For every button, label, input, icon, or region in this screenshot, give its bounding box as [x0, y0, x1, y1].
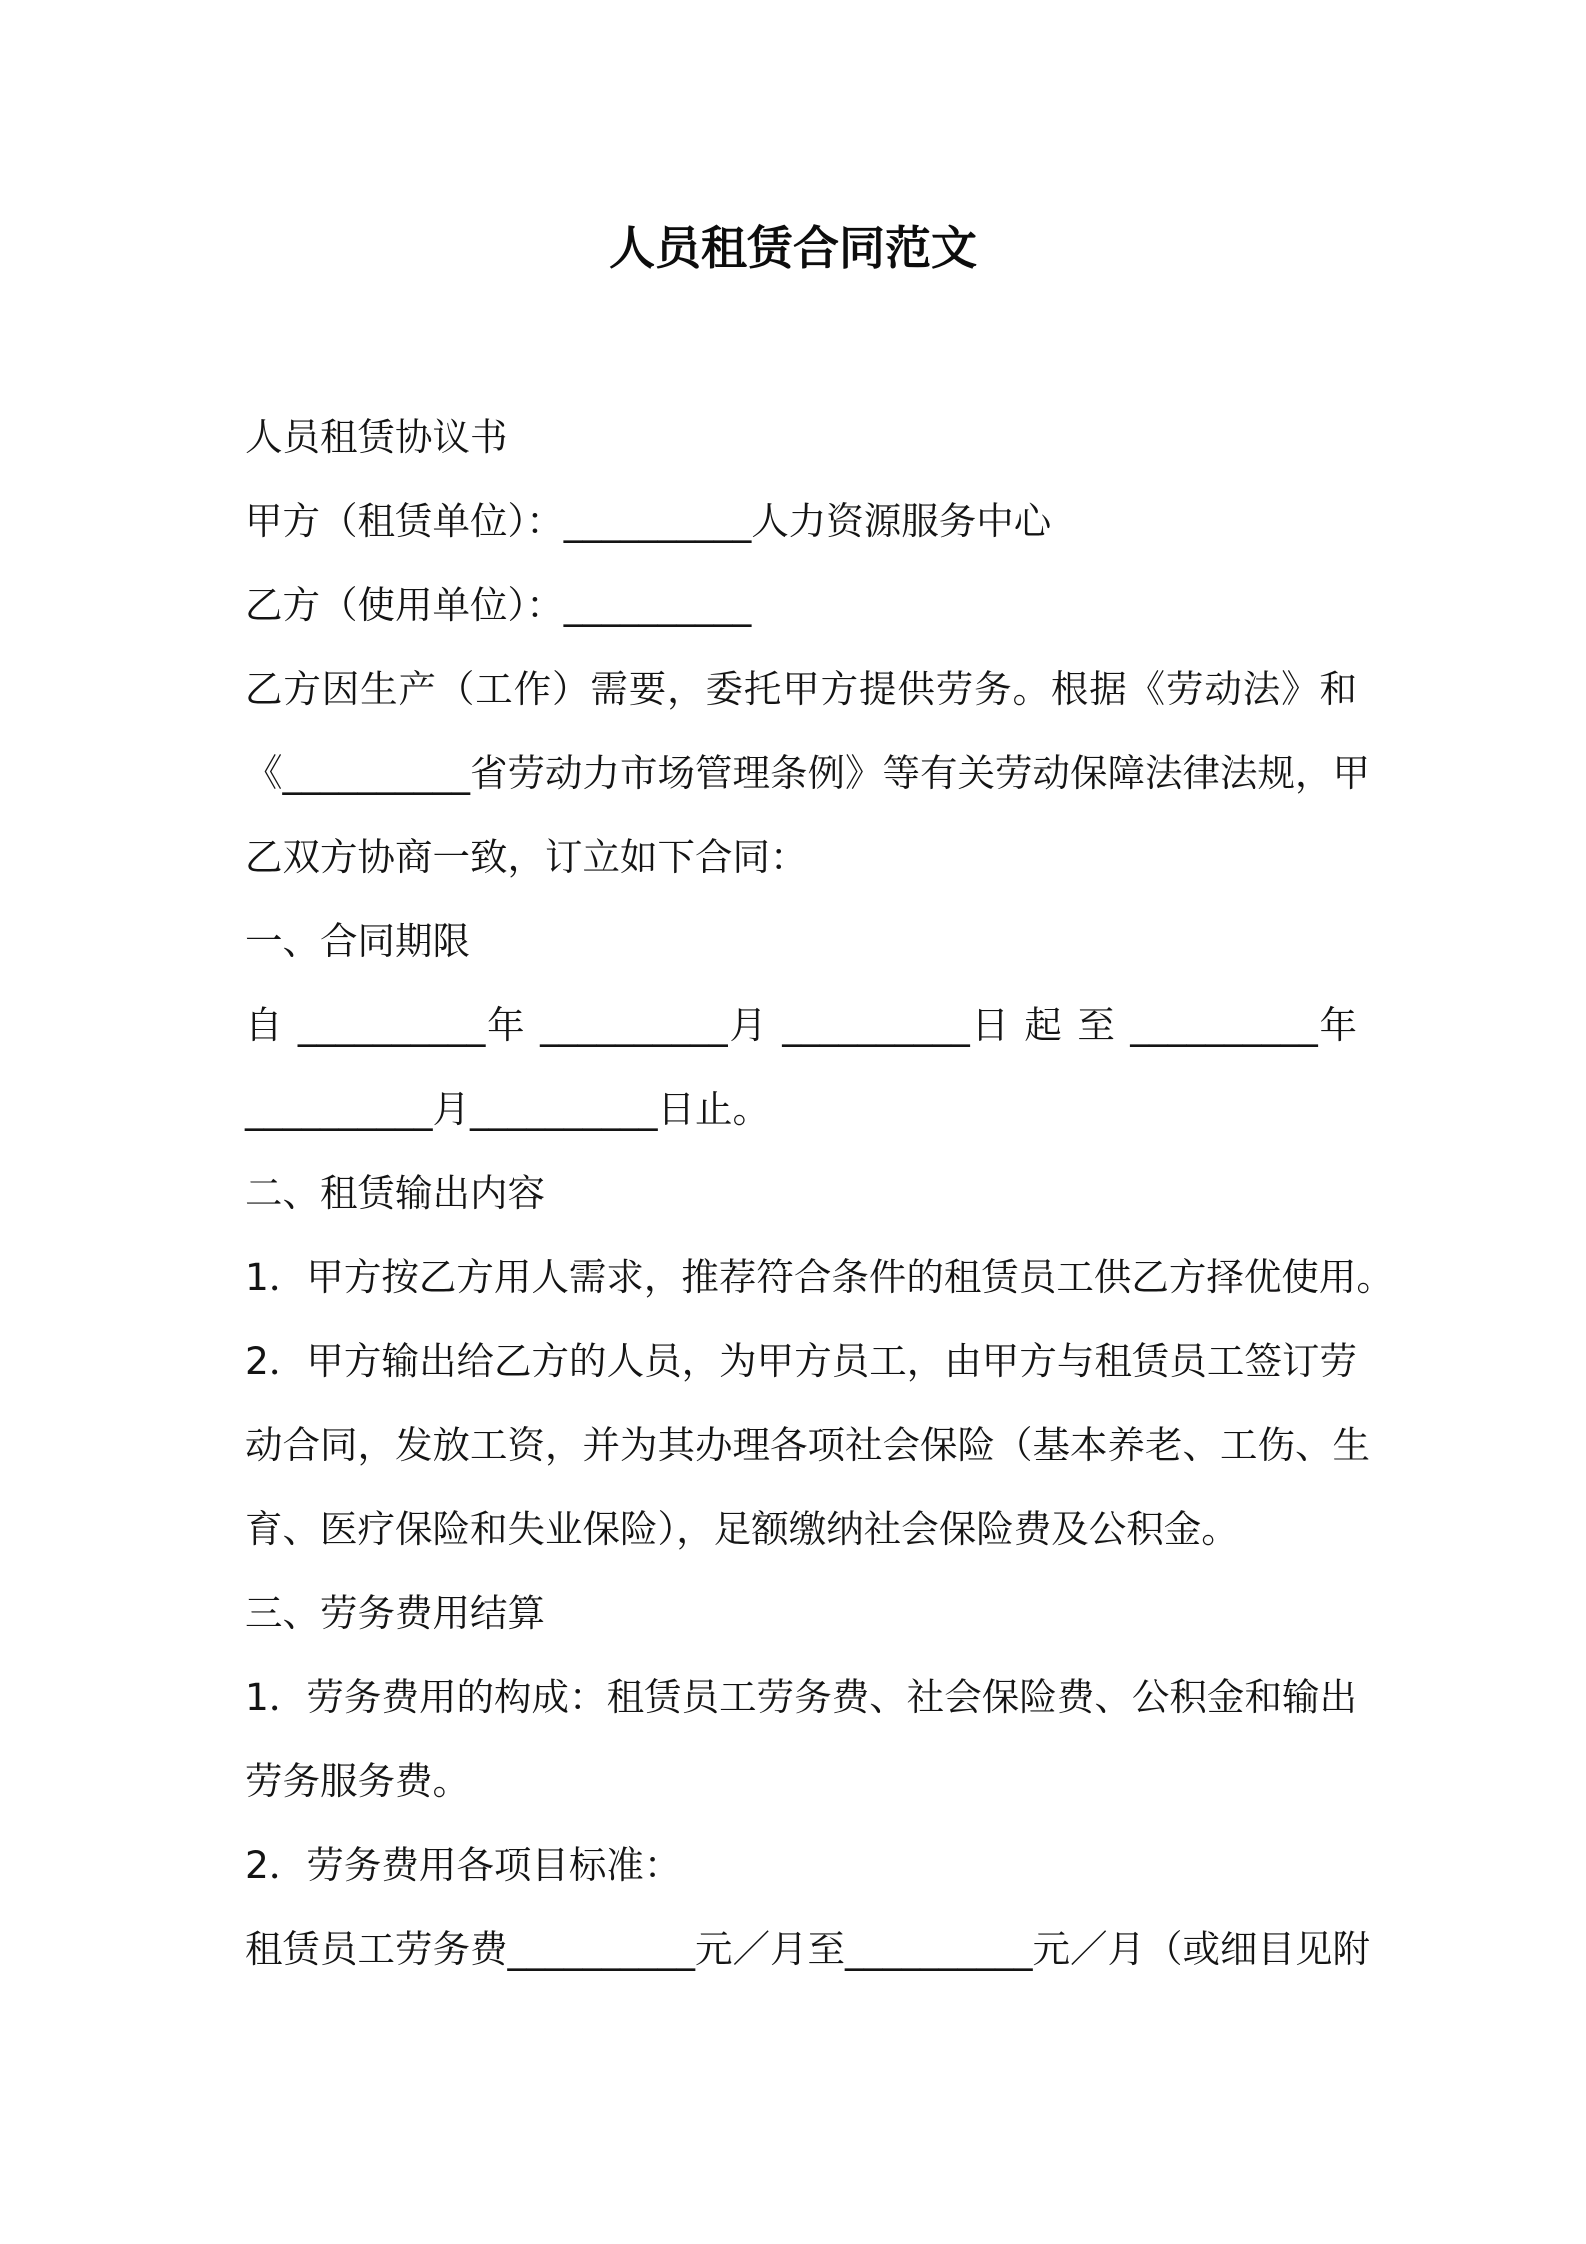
- document-title: 人员租赁合同范文: [609, 221, 977, 275]
- fee-standard-line: 租赁员工劳务费__________元／月至__________元／月（或细目见附: [245, 1927, 1370, 1971]
- section-3-heading: 三、劳务费用结算: [245, 1591, 545, 1635]
- clause-3-1-line-2: 劳务服务费。: [245, 1759, 470, 1803]
- section-2-heading: 二、租赁输出内容: [245, 1171, 545, 1215]
- clause-2-2-line-2: 动合同，发放工资，并为其办理各项社会保险（基本养老、工伤、生: [245, 1423, 1370, 1467]
- section-1-heading: 一、合同期限: [245, 919, 470, 963]
- clause-2-2-line-1: 2．甲方输出给乙方的人员，为甲方员工，由甲方与租赁员工签订劳: [245, 1339, 1357, 1383]
- document-body: [245, 395, 1394, 1991]
- clause-2-2-line-3: 育、医疗保险和失业保险），足额缴纳社会保险费及公积金。: [245, 1507, 1239, 1551]
- term-line-2: __________月__________日止。: [245, 1087, 770, 1131]
- party-a-line: 甲方（租赁单位）：__________人力资源服务中心: [245, 499, 1052, 543]
- preamble-line-2: 《__________省劳动力市场管理条例》等有关劳动保障法律法规，甲: [245, 751, 1370, 795]
- preamble-line-3: 乙双方协商一致，订立如下合同：: [245, 835, 808, 879]
- preamble-line-1: 乙方因生产（工作）需要，委托甲方提供劳务。根据《劳动法》和: [245, 667, 1357, 711]
- agreement-heading: 人员租赁协议书: [245, 415, 508, 459]
- clause-2-1-line: 1．甲方按乙方用人需求，推荐符合条件的租赁员工供乙方择优使用。: [245, 1255, 1394, 1299]
- clause-3-2-line: 2．劳务费用各项目标准：: [245, 1843, 682, 1887]
- party-b-line: 乙方（使用单位）：__________: [245, 583, 752, 627]
- clause-3-1-line-1: 1．劳务费用的构成：租赁员工劳务费、社会保险费、公积金和输出: [245, 1675, 1357, 1719]
- term-line-1: 自 __________年 __________月 __________日 起 至 __________年: [245, 1003, 1357, 1047]
